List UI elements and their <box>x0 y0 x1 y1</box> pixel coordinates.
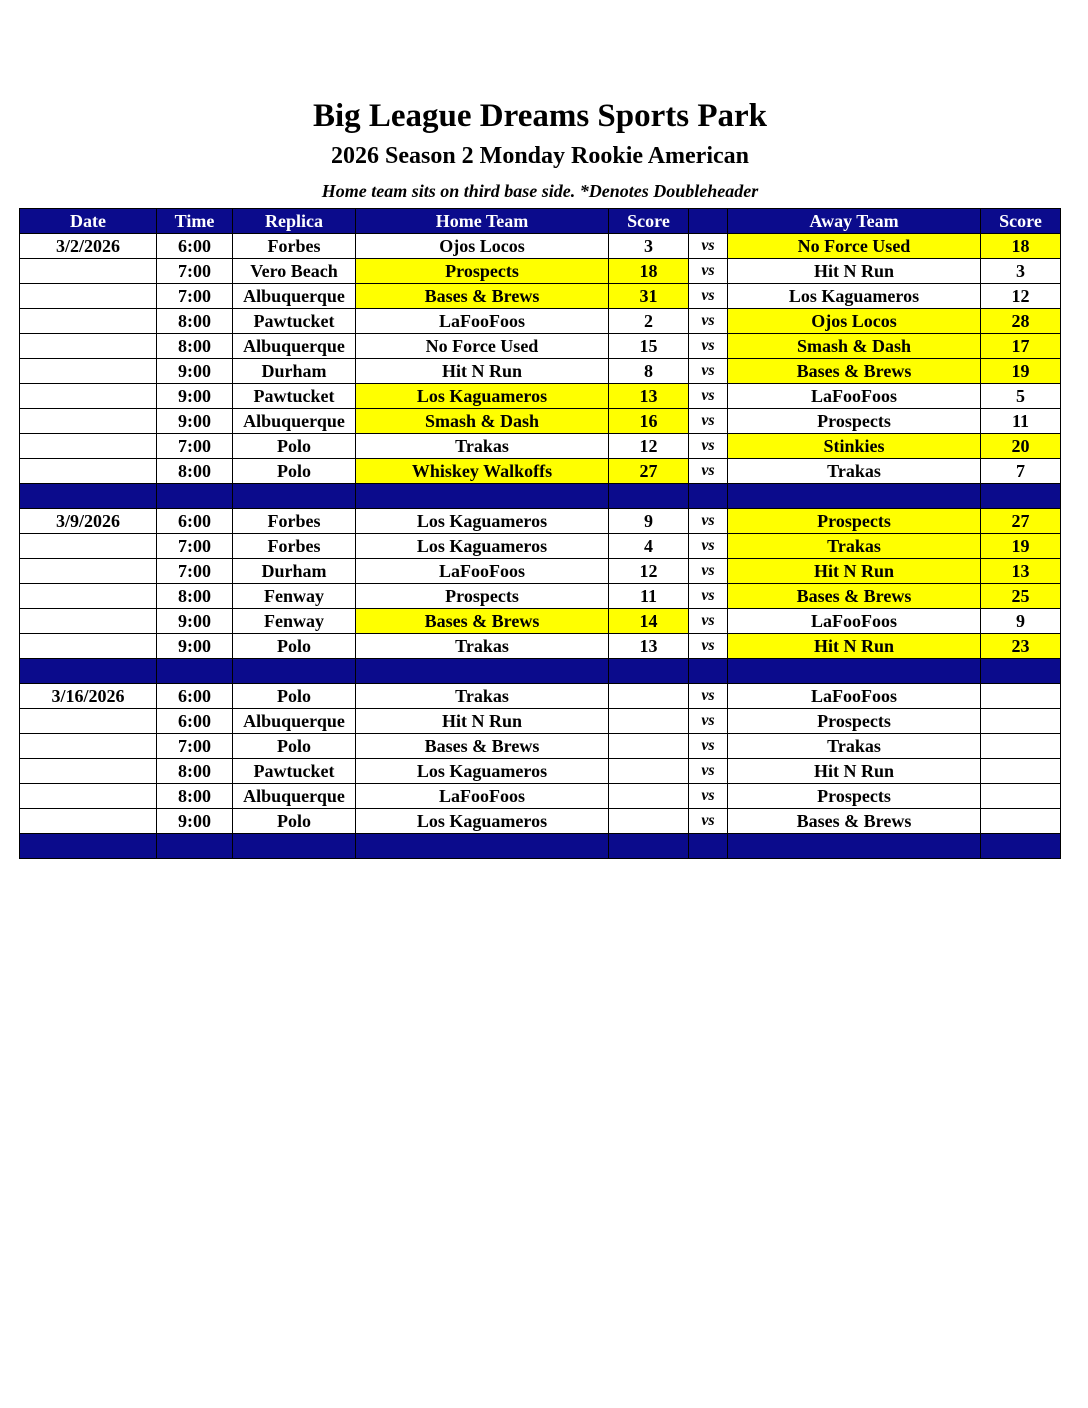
home-team-cell: Los Kaguameros <box>356 509 609 534</box>
game-row <box>20 459 1061 484</box>
vs-cell: vs <box>689 384 728 409</box>
home-team-cell: Hit N Run <box>356 709 609 734</box>
home-score-cell: 15 <box>609 334 689 359</box>
home-team-cell: Trakas <box>356 634 609 659</box>
separator-cell <box>728 834 981 859</box>
vs-cell: vs <box>689 784 728 809</box>
home-score-cell: 4 <box>609 534 689 559</box>
home-score-cell: 9 <box>609 509 689 534</box>
home-score-cell: 18 <box>609 259 689 284</box>
time-cell: 8:00 <box>157 759 233 784</box>
home-team-cell: Bases & Brews <box>356 734 609 759</box>
replica-cell: Durham <box>233 359 356 384</box>
separator-cell <box>981 659 1061 684</box>
date-cell <box>20 334 157 359</box>
home-score-cell: 31 <box>609 284 689 309</box>
away-team-cell: Hit N Run <box>728 759 981 784</box>
page-subtitle: 2026 Season 2 Monday Rookie American <box>330 143 749 169</box>
away-team-cell: Bases & Brews <box>728 584 981 609</box>
separator-cell <box>157 659 233 684</box>
home-team-cell: Los Kaguameros <box>356 384 609 409</box>
game-row <box>20 509 1061 534</box>
separator-cell <box>20 484 157 509</box>
replica-cell: Polo <box>233 634 356 659</box>
vs-cell: vs <box>689 584 728 609</box>
away-team-cell: Hit N Run <box>728 559 981 584</box>
away-team-cell: No Force Used <box>728 234 981 259</box>
away-score-cell: 5 <box>981 384 1061 409</box>
time-cell: 9:00 <box>157 409 233 434</box>
away-team-cell: Los Kaguameros <box>728 284 981 309</box>
time-cell: 9:00 <box>157 809 233 834</box>
game-row <box>20 684 1061 709</box>
week-separator-row <box>20 484 1061 509</box>
home-score-cell: 3 <box>609 234 689 259</box>
replica-cell: Albuquerque <box>233 409 356 434</box>
replica-cell: Albuquerque <box>233 784 356 809</box>
game-row <box>20 334 1061 359</box>
away-score-cell: 27 <box>981 509 1061 534</box>
col-header-away-team: Away Team <box>728 209 981 234</box>
separator-cell <box>689 484 728 509</box>
col-header-time: Time <box>157 209 233 234</box>
vs-cell: vs <box>689 709 728 734</box>
away-team-cell: Trakas <box>728 534 981 559</box>
away-score-cell: 23 <box>981 634 1061 659</box>
away-team-cell: Bases & Brews <box>728 359 981 384</box>
date-cell <box>20 259 157 284</box>
home-score-cell <box>609 759 689 784</box>
away-team-cell: Ojos Locos <box>728 309 981 334</box>
date-cell <box>20 384 157 409</box>
home-score-cell: 14 <box>609 609 689 634</box>
home-score-cell: 2 <box>609 309 689 334</box>
game-row <box>20 709 1061 734</box>
home-score-cell <box>609 784 689 809</box>
date-cell <box>20 634 157 659</box>
game-row <box>20 434 1061 459</box>
time-cell: 8:00 <box>157 584 233 609</box>
away-team-cell: LaFooFoos <box>728 684 981 709</box>
game-row <box>20 359 1061 384</box>
time-cell: 8:00 <box>157 334 233 359</box>
home-score-cell <box>609 734 689 759</box>
vs-cell: vs <box>689 684 728 709</box>
game-row <box>20 634 1061 659</box>
separator-cell <box>981 834 1061 859</box>
away-score-cell: 12 <box>981 284 1061 309</box>
replica-cell: Polo <box>233 434 356 459</box>
date-cell: 3/16/2026 <box>20 684 157 709</box>
separator-cell <box>728 659 981 684</box>
vs-cell: vs <box>689 634 728 659</box>
home-score-cell: 27 <box>609 459 689 484</box>
separator-cell <box>981 484 1061 509</box>
away-team-cell: Hit N Run <box>728 259 981 284</box>
home-team-cell: LaFooFoos <box>356 559 609 584</box>
col-header-date: Date <box>20 209 157 234</box>
home-team-cell: Ojos Locos <box>356 234 609 259</box>
date-cell <box>20 459 157 484</box>
time-cell: 9:00 <box>157 634 233 659</box>
date-cell <box>20 809 157 834</box>
away-team-cell: Prospects <box>728 709 981 734</box>
date-cell <box>20 409 157 434</box>
date-cell <box>20 734 157 759</box>
date-cell <box>20 709 157 734</box>
replica-cell: Pawtucket <box>233 759 356 784</box>
separator-cell <box>20 659 157 684</box>
time-cell: 8:00 <box>157 459 233 484</box>
away-score-cell <box>981 734 1061 759</box>
away-score-cell: 3 <box>981 259 1061 284</box>
separator-cell <box>356 484 609 509</box>
away-score-cell <box>981 784 1061 809</box>
col-header-replica: Replica <box>233 209 356 234</box>
vs-cell: vs <box>689 309 728 334</box>
away-score-cell: 19 <box>981 534 1061 559</box>
vs-cell: vs <box>689 759 728 784</box>
replica-cell: Fenway <box>233 609 356 634</box>
away-score-cell: 11 <box>981 409 1061 434</box>
separator-cell <box>728 484 981 509</box>
date-cell <box>20 784 157 809</box>
away-score-cell: 28 <box>981 309 1061 334</box>
home-score-cell <box>609 684 689 709</box>
time-cell: 9:00 <box>157 359 233 384</box>
replica-cell: Albuquerque <box>233 284 356 309</box>
schedule-note: Home team sits on third base side. *Denotes Doubleheader <box>321 181 759 201</box>
week-separator-row <box>20 834 1061 859</box>
time-cell: 7:00 <box>157 559 233 584</box>
date-cell <box>20 434 157 459</box>
week-separator-row <box>20 659 1061 684</box>
replica-cell: Albuquerque <box>233 334 356 359</box>
vs-cell: vs <box>689 259 728 284</box>
game-row <box>20 609 1061 634</box>
home-score-cell: 13 <box>609 634 689 659</box>
separator-cell <box>609 484 689 509</box>
time-cell: 6:00 <box>157 234 233 259</box>
vs-cell: vs <box>689 809 728 834</box>
time-cell: 6:00 <box>157 709 233 734</box>
home-team-cell: Los Kaguameros <box>356 534 609 559</box>
separator-cell <box>233 659 356 684</box>
time-cell: 6:00 <box>157 684 233 709</box>
away-score-cell: 25 <box>981 584 1061 609</box>
home-team-cell: Whiskey Walkoffs <box>356 459 609 484</box>
vs-cell: vs <box>689 234 728 259</box>
vs-cell: vs <box>689 459 728 484</box>
time-cell: 7:00 <box>157 284 233 309</box>
home-team-cell: Prospects <box>356 584 609 609</box>
replica-cell: Polo <box>233 684 356 709</box>
away-team-cell: Bases & Brews <box>728 809 981 834</box>
away-score-cell: 7 <box>981 459 1061 484</box>
game-row <box>20 809 1061 834</box>
home-score-cell: 13 <box>609 384 689 409</box>
replica-cell: Pawtucket <box>233 384 356 409</box>
time-cell: 9:00 <box>157 609 233 634</box>
col-header-away-score: Score <box>981 209 1061 234</box>
home-team-cell: No Force Used <box>356 334 609 359</box>
away-score-cell: 20 <box>981 434 1061 459</box>
replica-cell: Polo <box>233 809 356 834</box>
separator-cell <box>689 834 728 859</box>
vs-cell: vs <box>689 334 728 359</box>
replica-cell: Fenway <box>233 584 356 609</box>
replica-cell: Forbes <box>233 234 356 259</box>
separator-cell <box>609 659 689 684</box>
home-team-cell: Trakas <box>356 684 609 709</box>
col-header-vs <box>689 209 728 234</box>
home-team-cell: LaFooFoos <box>356 784 609 809</box>
separator-cell <box>20 834 157 859</box>
away-score-cell: 9 <box>981 609 1061 634</box>
home-score-cell: 12 <box>609 434 689 459</box>
date-cell <box>20 309 157 334</box>
date-cell <box>20 359 157 384</box>
page-title: Big League Dreams Sports Park <box>312 98 768 134</box>
away-score-cell <box>981 684 1061 709</box>
game-row <box>20 759 1061 784</box>
separator-cell <box>609 834 689 859</box>
time-cell: 7:00 <box>157 734 233 759</box>
away-team-cell: Prospects <box>728 784 981 809</box>
separator-cell <box>157 484 233 509</box>
replica-cell: Forbes <box>233 534 356 559</box>
game-row <box>20 259 1061 284</box>
home-score-cell <box>609 709 689 734</box>
game-row <box>20 534 1061 559</box>
replica-cell: Pawtucket <box>233 309 356 334</box>
replica-cell: Albuquerque <box>233 709 356 734</box>
col-header-home-team: Home Team <box>356 209 609 234</box>
vs-cell: vs <box>689 534 728 559</box>
date-cell: 3/2/2026 <box>20 234 157 259</box>
home-score-cell: 11 <box>609 584 689 609</box>
vs-cell: vs <box>689 734 728 759</box>
away-team-cell: LaFooFoos <box>728 384 981 409</box>
away-team-cell: Stinkies <box>728 434 981 459</box>
home-score-cell: 12 <box>609 559 689 584</box>
vs-cell: vs <box>689 559 728 584</box>
date-cell <box>20 534 157 559</box>
game-row <box>20 584 1061 609</box>
away-score-cell: 19 <box>981 359 1061 384</box>
home-score-cell: 8 <box>609 359 689 384</box>
home-score-cell: 16 <box>609 409 689 434</box>
away-team-cell: Prospects <box>728 409 981 434</box>
vs-cell: vs <box>689 609 728 634</box>
table-header-row <box>20 209 1061 234</box>
schedule-table <box>19 208 1061 859</box>
away-team-cell: Prospects <box>728 509 981 534</box>
home-team-cell: Smash & Dash <box>356 409 609 434</box>
vs-cell: vs <box>689 284 728 309</box>
away-score-cell <box>981 809 1061 834</box>
game-row <box>20 409 1061 434</box>
home-team-cell: LaFooFoos <box>356 309 609 334</box>
home-team-cell: Hit N Run <box>356 359 609 384</box>
time-cell: 7:00 <box>157 534 233 559</box>
game-row <box>20 309 1061 334</box>
time-cell: 7:00 <box>157 434 233 459</box>
away-team-cell: Hit N Run <box>728 634 981 659</box>
game-row <box>20 559 1061 584</box>
separator-cell <box>233 484 356 509</box>
date-cell: 3/9/2026 <box>20 509 157 534</box>
replica-cell: Forbes <box>233 509 356 534</box>
away-score-cell: 13 <box>981 559 1061 584</box>
game-row <box>20 734 1061 759</box>
home-team-cell: Los Kaguameros <box>356 759 609 784</box>
separator-cell <box>356 659 609 684</box>
replica-cell: Durham <box>233 559 356 584</box>
home-team-cell: Trakas <box>356 434 609 459</box>
home-team-cell: Bases & Brews <box>356 284 609 309</box>
date-cell <box>20 584 157 609</box>
date-cell <box>20 284 157 309</box>
away-team-cell: Trakas <box>728 734 981 759</box>
vs-cell: vs <box>689 409 728 434</box>
time-cell: 7:00 <box>157 259 233 284</box>
vs-cell: vs <box>689 509 728 534</box>
replica-cell: Polo <box>233 459 356 484</box>
date-cell <box>20 609 157 634</box>
away-team-cell: Trakas <box>728 459 981 484</box>
game-row <box>20 384 1061 409</box>
game-row <box>20 784 1061 809</box>
separator-cell <box>356 834 609 859</box>
time-cell: 9:00 <box>157 384 233 409</box>
replica-cell: Vero Beach <box>233 259 356 284</box>
game-row <box>20 234 1061 259</box>
vs-cell: vs <box>689 359 728 384</box>
away-team-cell: LaFooFoos <box>728 609 981 634</box>
date-cell <box>20 559 157 584</box>
away-score-cell <box>981 759 1061 784</box>
away-team-cell: Smash & Dash <box>728 334 981 359</box>
game-row <box>20 284 1061 309</box>
time-cell: 8:00 <box>157 784 233 809</box>
separator-cell <box>689 659 728 684</box>
home-team-cell: Bases & Brews <box>356 609 609 634</box>
separator-cell <box>233 834 356 859</box>
separator-cell <box>157 834 233 859</box>
time-cell: 6:00 <box>157 509 233 534</box>
home-team-cell: Prospects <box>356 259 609 284</box>
col-header-home-score: Score <box>609 209 689 234</box>
replica-cell: Polo <box>233 734 356 759</box>
time-cell: 8:00 <box>157 309 233 334</box>
date-cell <box>20 759 157 784</box>
away-score-cell <box>981 709 1061 734</box>
away-score-cell: 18 <box>981 234 1061 259</box>
vs-cell: vs <box>689 434 728 459</box>
home-team-cell: Los Kaguameros <box>356 809 609 834</box>
schedule-body <box>20 234 1061 859</box>
away-score-cell: 17 <box>981 334 1061 359</box>
home-score-cell <box>609 809 689 834</box>
